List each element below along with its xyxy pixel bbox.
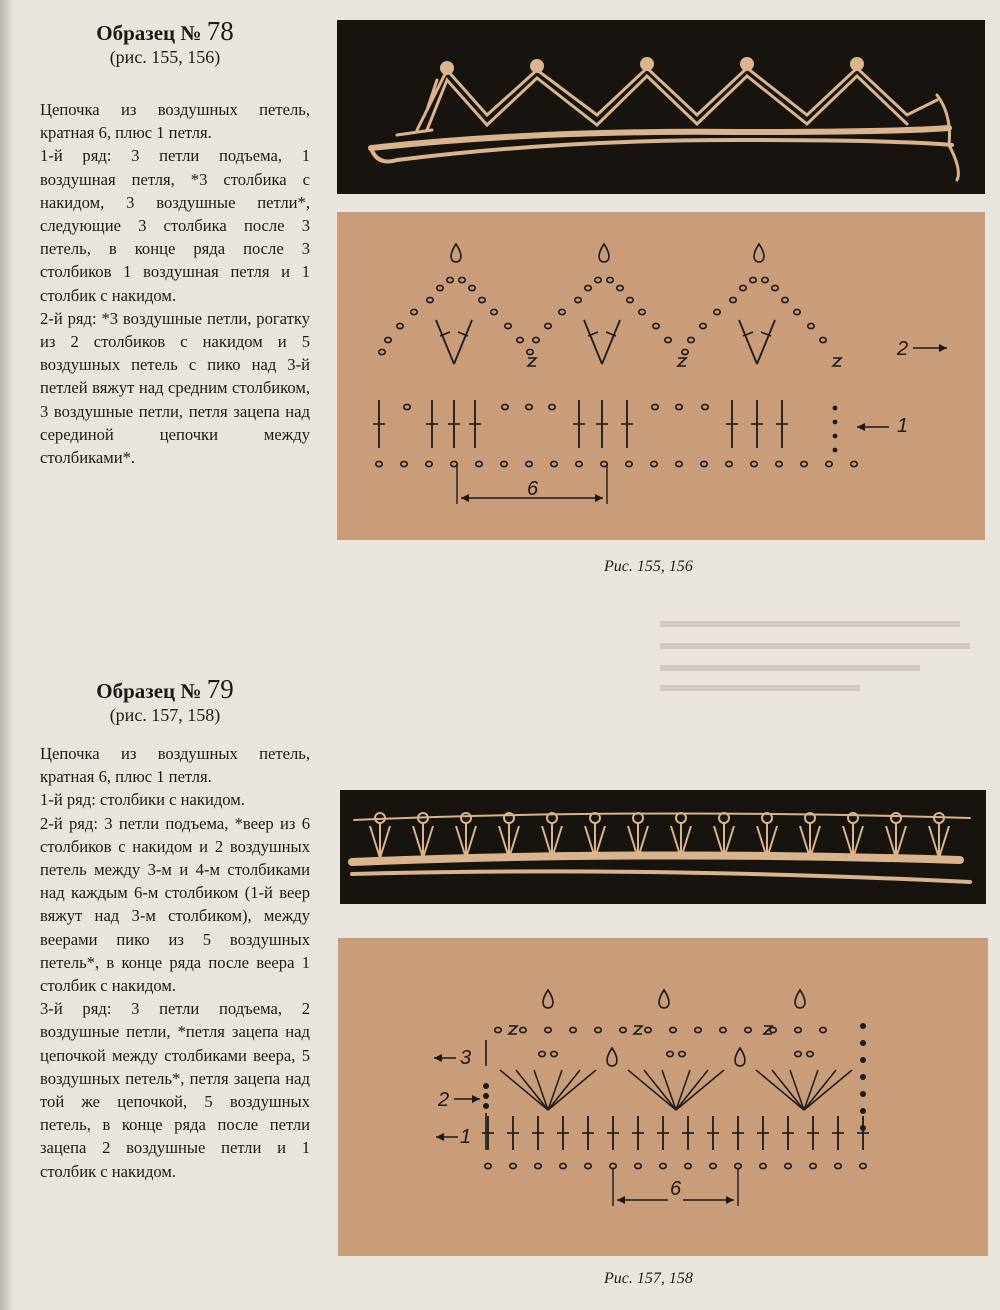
chain-stitch-symbol bbox=[776, 461, 782, 466]
chain-stitch-symbol bbox=[795, 1051, 801, 1056]
chain-stitch-symbol bbox=[627, 297, 633, 302]
chain-stitch-symbol bbox=[379, 349, 385, 354]
stitch-stem bbox=[757, 320, 775, 364]
chain-stitch-symbol bbox=[645, 1027, 651, 1032]
chain-stitch-symbol bbox=[667, 1051, 673, 1056]
chain-dot bbox=[860, 1125, 866, 1131]
repeat-arrow-right bbox=[683, 1196, 734, 1204]
chain-stitch-symbol bbox=[726, 461, 732, 466]
fan-stitch-texture bbox=[843, 822, 863, 858]
chain-dot bbox=[483, 1083, 489, 1089]
chain-dot bbox=[860, 1108, 866, 1114]
chain-stitch-symbol bbox=[760, 1163, 766, 1168]
chain-stitch-symbol bbox=[560, 1163, 566, 1168]
chain-dot bbox=[860, 1057, 866, 1063]
chain-stitch-symbol bbox=[575, 297, 581, 302]
fan-symbol bbox=[628, 1070, 724, 1110]
double-crochet-symbol bbox=[632, 1116, 644, 1150]
chain-stitch-symbol bbox=[620, 1027, 626, 1032]
lace-edging-picture bbox=[340, 790, 986, 904]
paragraph: 1-й ряд: столбики с накидом. bbox=[40, 790, 245, 810]
chain-stitch-symbol bbox=[702, 404, 708, 409]
fan-stitch-texture bbox=[499, 822, 519, 858]
figure-reference: (рис. 157, 158) bbox=[109, 705, 221, 725]
double-crochet-symbol bbox=[373, 400, 385, 448]
paragraph: 1-й ряд: 3 петли подъема, 1 воздушная петля, *3 столбика с накидом, 3 воздушные петли*, следующие 3 столбика после 3 петель, в конце ряда после 3 столбиков 1 воздушная петля и 1 столбик с накидом. bbox=[40, 146, 310, 305]
chain-stitch-symbol bbox=[801, 461, 807, 466]
double-crochet-symbol bbox=[469, 400, 481, 448]
chain-stitch-symbol bbox=[559, 309, 565, 314]
picot-symbol bbox=[735, 1048, 745, 1066]
arrow-head bbox=[436, 1133, 444, 1141]
chain-stitch-symbol bbox=[762, 277, 768, 282]
row-2-label: 2 bbox=[897, 338, 909, 360]
chain-stitch-symbol bbox=[720, 1027, 726, 1032]
chain-stitch-symbol bbox=[447, 277, 453, 282]
chain-stitch-symbol bbox=[535, 1163, 541, 1168]
chain-stitch-symbol bbox=[551, 461, 557, 466]
lace-photo-157 bbox=[340, 790, 986, 904]
crochet-chart-156 bbox=[337, 212, 985, 540]
repeat-count-label: 6 bbox=[527, 478, 539, 500]
row-2-arrow bbox=[913, 344, 947, 352]
paragraph: 3-й ряд: 3 петли подъема, 2 воздушные петли, *петля зацепа над цепочкой между столбиками веера, 5 воздушных петель*, петля зацепа над той же цепочкой, 5 воздушных петель, в конце ряда после петли зацепа 2 воздушные петли и 1 столбик с накидом. bbox=[40, 999, 310, 1181]
sample-number: 79 bbox=[206, 674, 234, 704]
chain-stitch-symbol bbox=[820, 1027, 826, 1032]
chain-stitch-symbol bbox=[491, 309, 497, 314]
chain-stitch-symbol bbox=[570, 1027, 576, 1032]
picot-texture bbox=[676, 813, 686, 823]
chain-stitch-symbol bbox=[527, 349, 533, 354]
stitch-stem bbox=[548, 1070, 580, 1110]
chain-stitch-symbol bbox=[495, 1027, 501, 1032]
picot-symbol bbox=[543, 990, 553, 1008]
sample-instructions bbox=[40, 742, 310, 1183]
chain-stitch-symbol bbox=[607, 277, 613, 282]
chain-stitch-symbol bbox=[404, 404, 410, 409]
chain-dot bbox=[860, 1023, 866, 1029]
row-1-arrow bbox=[857, 423, 889, 431]
stitch-stem bbox=[739, 320, 757, 364]
picot-texture bbox=[461, 813, 471, 823]
arrow-head bbox=[726, 1196, 734, 1204]
double-crochet-symbol bbox=[732, 1116, 744, 1150]
slip-stitch-symbol bbox=[509, 1026, 517, 1034]
chain-stitch-symbol bbox=[610, 1163, 616, 1168]
chain-stitch-symbol bbox=[520, 1027, 526, 1032]
chain-stitch-symbol bbox=[479, 297, 485, 302]
chain-stitch-symbol bbox=[635, 1163, 641, 1168]
stitch-stem bbox=[584, 320, 602, 364]
fan-stitch-texture bbox=[929, 822, 949, 858]
double-crochet-symbol bbox=[726, 400, 738, 448]
repeat-count-label: 6 bbox=[670, 1178, 682, 1200]
stitch-stem bbox=[454, 320, 472, 364]
chain-stitch-symbol bbox=[660, 1163, 666, 1168]
chain-stitch-symbol bbox=[682, 349, 688, 354]
chain-stitch-symbol bbox=[510, 1163, 516, 1168]
paragraph: 2-й ряд: 3 петли подъема, *веер из 6 столбиков с накидом и 2 воздушных петель между 3-м и 4-м столбиками над каждым 6-м столбиком (1-й веер вяжут над 3-м столбиком), между веерами пико из 5 воздушных петель*, в конце ряда после веера 1 столбик с накидом. bbox=[40, 813, 310, 996]
chain-stitch-symbol bbox=[526, 461, 532, 466]
chain-stitch-symbol bbox=[701, 461, 707, 466]
fan-symbol bbox=[500, 1070, 596, 1110]
stitch-stem bbox=[436, 320, 454, 364]
picot-symbol bbox=[599, 244, 609, 262]
chain-stitch-symbol bbox=[376, 461, 382, 466]
slip-stitch-symbol bbox=[833, 358, 841, 366]
chain-dot bbox=[860, 1074, 866, 1080]
picot-symbol bbox=[659, 990, 669, 1008]
chain-stitch-symbol bbox=[545, 1027, 551, 1032]
double-crochet-symbol bbox=[776, 400, 788, 448]
v-stitch-with-picot bbox=[436, 320, 472, 364]
double-crochet-symbol bbox=[582, 1116, 594, 1150]
chain-stitch-symbol bbox=[860, 1163, 866, 1168]
double-crochet-symbol bbox=[751, 400, 763, 448]
picot-symbol bbox=[754, 244, 764, 262]
double-crochet-symbol bbox=[448, 400, 460, 448]
lace-photo-155 bbox=[337, 20, 985, 194]
double-crochet-symbol bbox=[573, 400, 585, 448]
picot-symbol bbox=[795, 990, 805, 1008]
chain-stitch-symbol bbox=[820, 337, 826, 342]
bleed-through-lines bbox=[660, 612, 980, 692]
chain-stitch-symbol bbox=[808, 323, 814, 328]
chain-stitch-symbol bbox=[476, 461, 482, 466]
chain-stitch-symbol bbox=[585, 1163, 591, 1168]
crochet-chart-158 bbox=[338, 938, 988, 1256]
chain-stitch-symbol bbox=[751, 461, 757, 466]
double-crochet-symbol bbox=[807, 1116, 819, 1150]
chain-stitch-symbol bbox=[676, 461, 682, 466]
stitch-diagram bbox=[338, 938, 988, 1256]
chain-stitch-symbol bbox=[437, 285, 443, 290]
chain-stitch-symbol bbox=[685, 1163, 691, 1168]
chain-stitch-symbol bbox=[679, 1051, 685, 1056]
row-1-label: 1 bbox=[460, 1126, 472, 1148]
stitch-stem bbox=[644, 1070, 676, 1110]
stitch-stem bbox=[804, 1070, 836, 1110]
chain-stitch-symbol bbox=[700, 323, 706, 328]
bleed-through-texture bbox=[660, 612, 980, 698]
chain-stitch-symbol bbox=[670, 1027, 676, 1032]
double-crochet-symbol bbox=[682, 1116, 694, 1150]
chain-stitch-symbol bbox=[639, 309, 645, 314]
chain-stitch-symbol bbox=[551, 1051, 557, 1056]
chain-stitch-symbol bbox=[688, 337, 694, 342]
chain-stitch-symbol bbox=[385, 337, 391, 342]
chain-stitch-symbol bbox=[745, 1027, 751, 1032]
repeat-arrow-left bbox=[461, 494, 532, 502]
row-1-arrow bbox=[436, 1133, 458, 1141]
double-crochet-symbol bbox=[557, 1116, 569, 1150]
stitch-stem bbox=[676, 1070, 708, 1110]
repeat-arrow-left bbox=[617, 1196, 668, 1204]
chain-stitch-symbol bbox=[505, 323, 511, 328]
chain-stitch-symbol bbox=[517, 337, 523, 342]
chain-stitch-symbol bbox=[576, 461, 582, 466]
double-crochet-symbol bbox=[657, 1116, 669, 1150]
chain-dot bbox=[833, 434, 838, 439]
chain-stitch-symbol bbox=[595, 277, 601, 282]
figure-caption: Рис. 155, 156 bbox=[604, 558, 693, 575]
stitch-stem bbox=[772, 1070, 804, 1110]
chain-stitch-symbol bbox=[785, 1163, 791, 1168]
chain-stitch-symbol bbox=[549, 404, 555, 409]
v-stitch-with-picot bbox=[739, 320, 775, 364]
sample-title: Образец № 78 bbox=[96, 16, 234, 46]
double-crochet-symbol bbox=[532, 1116, 544, 1150]
chain-stitch-symbol bbox=[502, 404, 508, 409]
double-crochet-symbol bbox=[596, 400, 608, 448]
chain-stitch-symbol bbox=[665, 337, 671, 342]
double-crochet-symbol bbox=[757, 1116, 769, 1150]
chain-stitch-symbol bbox=[501, 461, 507, 466]
picot-symbol bbox=[451, 244, 461, 262]
chain-stitch-symbol bbox=[730, 297, 736, 302]
lace-edging-picture bbox=[337, 20, 985, 194]
arrow-head bbox=[434, 1054, 442, 1062]
row-3-label: 3 bbox=[460, 1047, 472, 1069]
fan-stitch-texture bbox=[456, 822, 476, 858]
stitch-diagram bbox=[337, 212, 985, 540]
double-crochet-symbol bbox=[707, 1116, 719, 1150]
paragraph: 2-й ряд: *3 воздушные петли, рогатку из 2 столбиков с накидом и 5 воздушных петель с пико над 3-й петлей вяжут над средним столбиком, 3 воздушные петли, петля зацепа над серединой цепочки между столбиками*. bbox=[40, 308, 310, 468]
chain-dot bbox=[833, 406, 838, 411]
double-crochet-symbol bbox=[607, 1116, 619, 1150]
arrow-head bbox=[617, 1196, 625, 1204]
chain-stitch-symbol bbox=[851, 461, 857, 466]
row-2-label: 2 bbox=[438, 1089, 450, 1111]
stitch-stem bbox=[602, 320, 620, 364]
chain-stitch-symbol bbox=[710, 1163, 716, 1168]
picot-symbol bbox=[607, 1048, 617, 1066]
double-crochet-symbol bbox=[507, 1116, 519, 1150]
chain-stitch-symbol bbox=[526, 404, 532, 409]
chain-dot bbox=[833, 420, 838, 425]
row-1-label: 1 bbox=[897, 415, 909, 437]
chain-stitch-symbol bbox=[676, 404, 682, 409]
double-crochet-symbol bbox=[426, 400, 438, 448]
chain-stitch-symbol bbox=[469, 285, 475, 290]
chain-stitch-symbol bbox=[772, 285, 778, 290]
chain-stitch-symbol bbox=[795, 1027, 801, 1032]
chain-stitch-symbol bbox=[533, 337, 539, 342]
v-stitch-with-picot bbox=[584, 320, 620, 364]
chain-stitch-symbol bbox=[401, 461, 407, 466]
chain-stitch-symbol bbox=[740, 285, 746, 290]
picot-texture bbox=[891, 813, 901, 823]
row-2-arrow bbox=[454, 1095, 480, 1103]
fan-stitch-texture bbox=[413, 822, 433, 858]
chain-stitch-symbol bbox=[595, 1027, 601, 1032]
chain-stitch-symbol bbox=[695, 1027, 701, 1032]
chain-stitch-symbol bbox=[397, 323, 403, 328]
slip-stitch-symbol bbox=[528, 358, 536, 366]
chain-stitch-symbol bbox=[782, 297, 788, 302]
chain-stitch-symbol bbox=[427, 297, 433, 302]
chain-stitch-symbol bbox=[714, 309, 720, 314]
arrow-head bbox=[857, 423, 865, 431]
chain-stitch-symbol bbox=[810, 1163, 816, 1168]
chain-stitch-symbol bbox=[653, 323, 659, 328]
chain-stitch-symbol bbox=[411, 309, 417, 314]
double-crochet-symbol bbox=[482, 1116, 494, 1150]
sample-number: 78 bbox=[206, 16, 234, 46]
chain-stitch-symbol bbox=[426, 461, 432, 466]
chain-stitch-symbol bbox=[652, 404, 658, 409]
double-crochet-symbol bbox=[782, 1116, 794, 1150]
chain-dot bbox=[860, 1091, 866, 1097]
paragraph: Цепочка из воздушных петель, кратная 6, плюс 1 петля. bbox=[40, 744, 310, 787]
chain-stitch-symbol bbox=[539, 1051, 545, 1056]
double-crochet-symbol bbox=[832, 1116, 844, 1150]
chain-stitch-symbol bbox=[735, 1163, 741, 1168]
sample-instructions bbox=[40, 98, 310, 469]
chain-stitch-symbol bbox=[750, 277, 756, 282]
chain-stitch-symbol bbox=[459, 277, 465, 282]
figure-reference: (рис. 155, 156) bbox=[109, 47, 221, 67]
arrow-head bbox=[595, 494, 603, 502]
arrow-head bbox=[939, 344, 947, 352]
chain-stitch-symbol bbox=[807, 1051, 813, 1056]
chain-stitch-symbol bbox=[545, 323, 551, 328]
chain-dot bbox=[860, 1040, 866, 1046]
sample-title: Образец № 79 bbox=[96, 674, 234, 704]
chain-dot bbox=[483, 1103, 489, 1109]
stitch-stem bbox=[516, 1070, 548, 1110]
chain-stitch-symbol bbox=[485, 1163, 491, 1168]
chain-stitch-symbol bbox=[835, 1163, 841, 1168]
chain-stitch-symbol bbox=[585, 285, 591, 290]
chain-stitch-symbol bbox=[826, 461, 832, 466]
arrow-head bbox=[472, 1095, 480, 1103]
chain-stitch-symbol bbox=[651, 461, 657, 466]
fan-symbol bbox=[756, 1070, 852, 1110]
fan-stitch-texture bbox=[370, 822, 390, 858]
double-crochet-symbol bbox=[857, 1116, 869, 1150]
chain-stitch-symbol bbox=[451, 461, 457, 466]
sample-79 bbox=[0, 676, 330, 1183]
row-3-arrow bbox=[434, 1054, 456, 1062]
slip-stitch-symbol bbox=[678, 358, 686, 366]
fan-stitch-texture bbox=[886, 822, 906, 858]
double-crochet-symbol bbox=[621, 400, 633, 448]
sample-78 bbox=[0, 18, 330, 469]
chain-stitch-symbol bbox=[601, 461, 607, 466]
chain-dot bbox=[833, 448, 838, 453]
figure-caption: Рис. 157, 158 bbox=[604, 1270, 693, 1287]
chain-stitch-symbol bbox=[794, 309, 800, 314]
chain-stitch-symbol bbox=[626, 461, 632, 466]
arrow-head bbox=[461, 494, 469, 502]
paragraph: Цепочка из воздушных петель, кратная 6, плюс 1 петля. bbox=[40, 100, 310, 143]
slip-stitch-symbol bbox=[634, 1026, 642, 1034]
repeat-arrow-right bbox=[532, 494, 603, 502]
chain-dot bbox=[483, 1093, 489, 1099]
chain-stitch-symbol bbox=[617, 285, 623, 290]
